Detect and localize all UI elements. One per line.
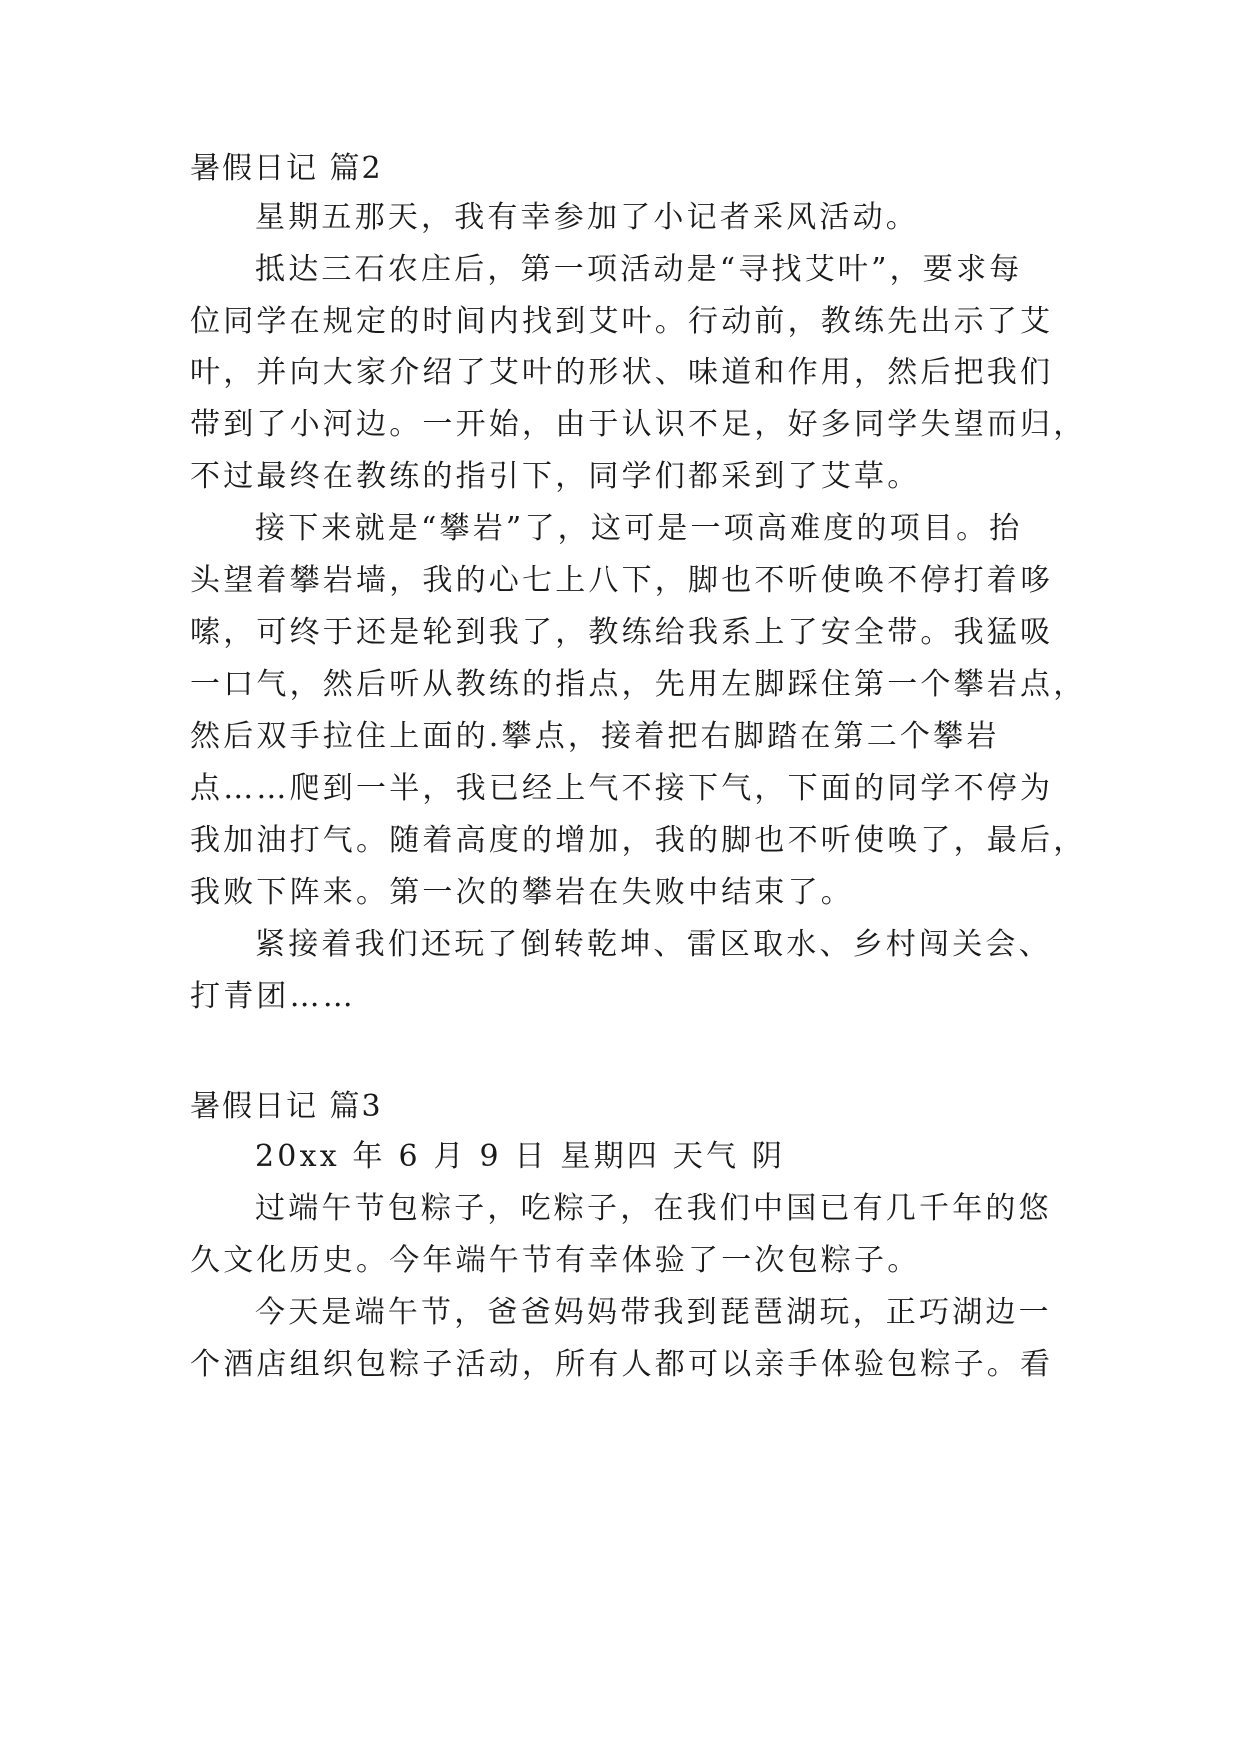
paragraph-line: 叶，并向大家介绍了艾叶的形状、味道和作用，然后把我们 — [190, 355, 1054, 390]
paragraph-line: 点……爬到一半，我已经上气不接下气，下面的同学不停为 — [190, 771, 1054, 806]
paragraph-line: 今天是端午节，爸爸妈妈带我到琵琶湖玩，正巧湖边一 — [255, 1295, 1052, 1330]
paragraph-line: 打青团…… — [190, 979, 356, 1014]
paragraph-line: 位同学在规定的时间内找到艾叶。行动前，教练先出示了艾 — [190, 304, 1054, 339]
paragraph-line: 不过最终在教练的指引下，同学们都采到了艾草。 — [190, 459, 921, 494]
paragraph-line: 嗦，可终于还是轮到我了，教练给我系上了安全带。我猛吸 — [190, 615, 1054, 650]
paragraph-line: 我加油打气。随着高度的增加，我的脚也不听使唤了，最后， — [190, 823, 1087, 858]
paragraph-line: 接下来就是“攀岩”了，这可是一项高难度的项目。抬 — [255, 511, 1023, 546]
paragraph-line: 我败下阵来。第一次的攀岩在失败中结束了。 — [190, 875, 854, 910]
paragraph-line: 带到了小河边。一开始，由于认识不足，好多同学失望而归， — [190, 407, 1087, 442]
paragraph-line: 抵达三石农庄后，第一项活动是“寻找艾叶”，要求每 — [255, 252, 1023, 287]
paragraph-line: 紧接着我们还玩了倒转乾坤、雷区取水、乡村闯关会、 — [255, 927, 1052, 962]
paragraph-line: 一口气，然后听从教练的指点，先用左脚踩住第一个攀岩点， — [190, 667, 1087, 702]
paragraph-line: 头望着攀岩墙，我的心七上八下，脚也不听使唤不停打着哆 — [190, 563, 1054, 598]
section-2-title: 暑假日记 篇2 — [190, 151, 383, 186]
paragraph-line: 个酒店组织包粽子活动，所有人都可以亲手体验包粽子。看 — [190, 1347, 1054, 1382]
section-3-title: 暑假日记 篇3 — [190, 1089, 383, 1124]
paragraph-line: 久文化历史。今年端午节有幸体验了一次包粽子。 — [190, 1243, 921, 1278]
date-weather-line: 20xx 年 6 月 9 日 星期四 天气 阴 — [255, 1139, 786, 1174]
paragraph-line: 然后双手拉住上面的.攀点，接着把右脚踏在第二个攀岩 — [190, 719, 1000, 754]
paragraph-line: 星期五那天，我有幸参加了小记者采风活动。 — [255, 200, 919, 235]
paragraph-line: 过端午节包粽子，吃粽子，在我们中国已有几千年的悠 — [255, 1191, 1052, 1226]
